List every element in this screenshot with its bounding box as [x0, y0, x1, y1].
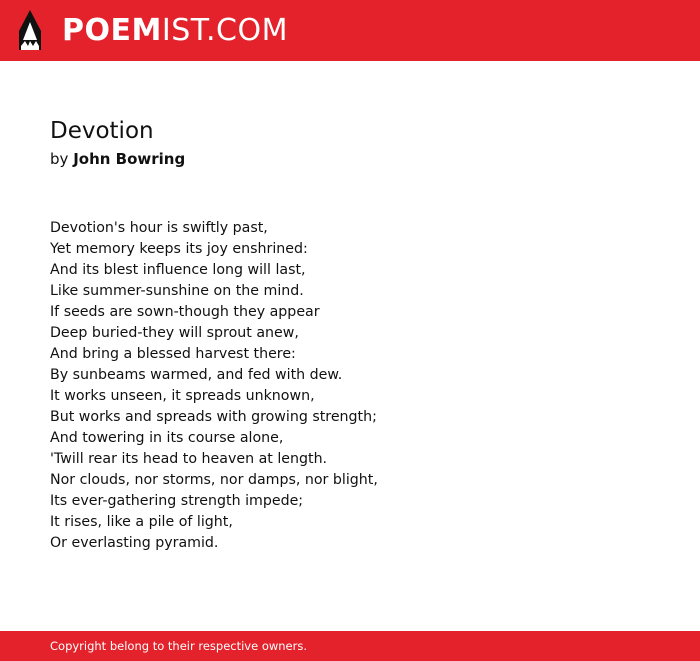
poem-line: Like summer-sunshine on the mind. — [50, 283, 304, 299]
byline — [50, 148, 185, 170]
poem-line: Devotion's hour is swiftly past, — [50, 220, 268, 236]
by-label: by — [50, 150, 69, 168]
poem-line: It works unseen, it spreads unknown, — [50, 388, 315, 404]
poem-line: Nor clouds, nor storms, nor damps, nor blight, — [50, 472, 378, 488]
poem-line: Deep buried-they will sprout anew, — [50, 325, 299, 341]
poem-line: It rises, like a pile of light, — [50, 514, 233, 530]
pencil-tip-icon[interactable] — [17, 10, 43, 52]
poem-line: And its blest influence long will last, — [50, 262, 306, 278]
brand-light-text: IST.COM — [161, 13, 288, 48]
poem-body — [50, 218, 670, 554]
poem-line: If seeds are sown-though they appear — [50, 304, 320, 320]
site-header — [0, 0, 700, 61]
poem-title: Devotion — [50, 118, 154, 144]
poem-line: Yet memory keeps its joy enshrined: — [50, 241, 308, 257]
copyright-text: Copyright belong to their respective owners. — [50, 639, 308, 653]
poem-line: And towering in its course alone, — [50, 430, 284, 446]
poem-line: Its ever-gathering strength impede; — [50, 493, 304, 509]
poem-line: Or everlasting pyramid. — [50, 535, 219, 551]
brand-bold-text: POEM — [62, 13, 162, 48]
author-link[interactable]: John Bowring — [73, 150, 186, 168]
poem-line: But works and spreads with growing strength; — [50, 409, 377, 425]
poem-line: By sunbeams warmed, and fed with dew. — [50, 367, 343, 383]
poem-line: 'Twill rear its head to heaven at length. — [50, 451, 328, 467]
site-logo-link[interactable] — [62, 12, 288, 50]
site-footer — [0, 631, 700, 661]
poem-line: And bring a blessed harvest there: — [50, 346, 296, 362]
